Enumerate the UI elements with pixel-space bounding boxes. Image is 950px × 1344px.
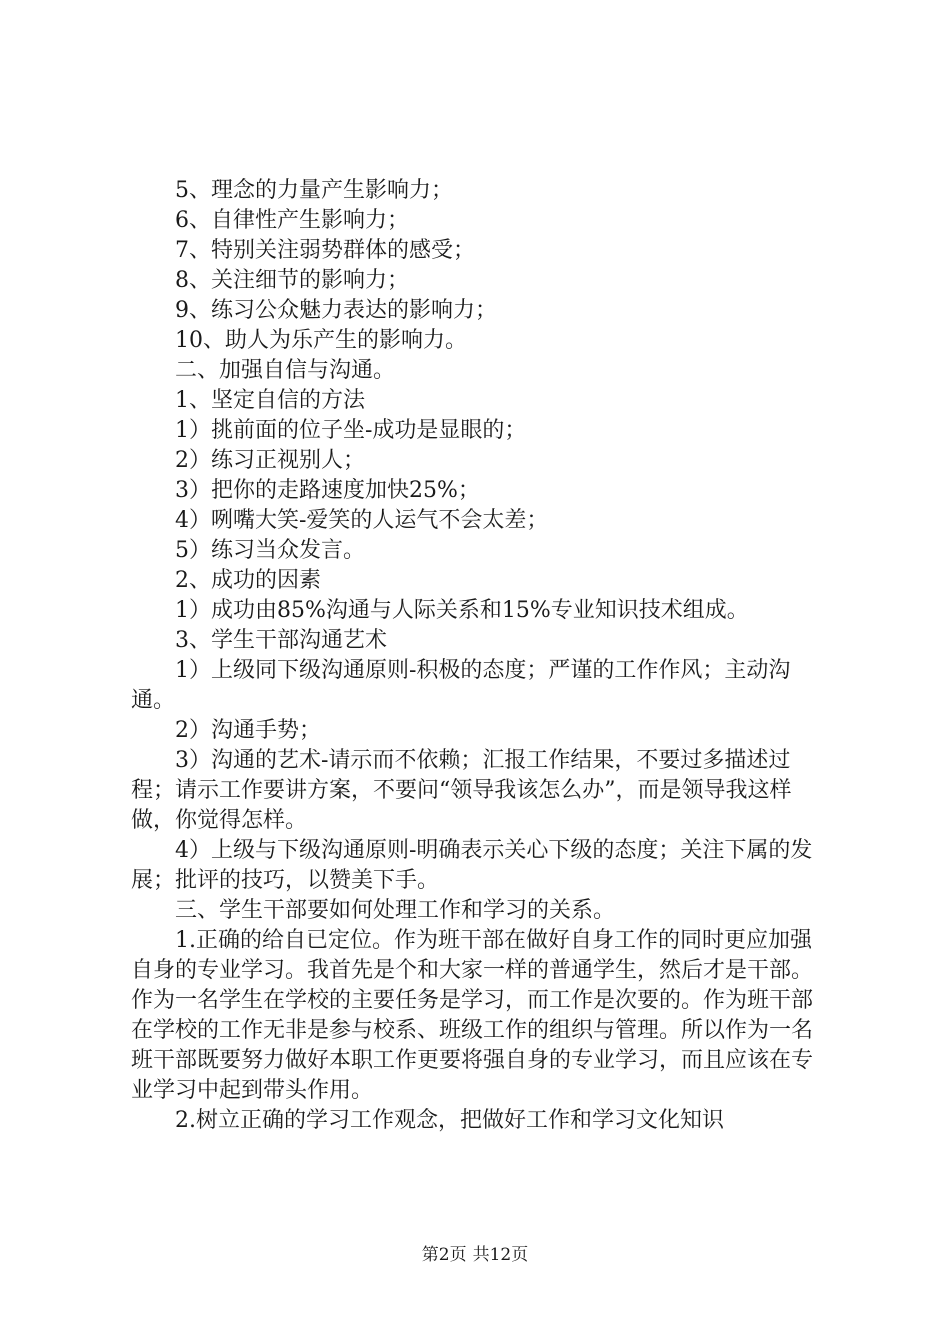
paragraph: 1.正确的给自已定位。作为班干部在做好自身工作的同时更应加强自身的专业学习。我首先是个和大家一样的普通学生，然后才是干部。作为一名学生在学校的主要任务是学习，而工作是次要的。作为班干部在学校的工作无非是参与校系、班级工作的组织与管理。所以作为一名班干部既要努力做好本职工作更要将强自身的专业学习，而且应该在专业学习中起到带头作用。 bbox=[131, 928, 814, 1103]
page-total: 共12页 bbox=[472, 1245, 529, 1265]
paragraph: 6、自律性产生影响力； bbox=[175, 208, 409, 233]
paragraph: 5）练习当众发言。 bbox=[175, 538, 365, 563]
paragraph: 2）练习正视别人； bbox=[175, 448, 365, 473]
paragraph: 8、关注细节的影响力； bbox=[175, 268, 409, 293]
paragraph: 3）沟通的艺术-请示而不依赖；汇报工作结果，不要过多描述过程；请示工作要讲方案，不要问“领导我该怎么办”，而是领导我这样做，你觉得怎样。 bbox=[131, 748, 792, 833]
paragraph: 1）上级同下级沟通原则-积极的态度；严谨的工作作风；主动沟通。 bbox=[131, 658, 791, 713]
paragraph: 4）上级与下级沟通原则-明确表示关心下级的态度；关注下属的发展；批评的技巧，以赞美下手。 bbox=[131, 838, 813, 893]
page-footer bbox=[0, 1240, 950, 1265]
section-heading: 三、学生干部要如何处理工作和学习的关系。 bbox=[175, 898, 616, 923]
subsection-heading: 1、坚定自信的方法 bbox=[175, 388, 365, 413]
paragraph: 4）咧嘴大笑-爱笑的人运气不会太差； bbox=[175, 508, 549, 533]
paragraph: 1）挑前面的位子坐-成功是显眼的； bbox=[175, 418, 527, 443]
paragraph: 7、特别关注弱势群体的感受； bbox=[175, 238, 475, 263]
paragraph: 10、助人为乐产生的影响力。 bbox=[175, 328, 467, 353]
paragraph: 3）把你的走路速度加快25%； bbox=[175, 478, 480, 503]
document-body bbox=[131, 176, 831, 1136]
paragraph: 2.树立正确的学习工作观念，把做好工作和学习文化知识 bbox=[175, 1108, 724, 1133]
paragraph: 2）沟通手势； bbox=[175, 718, 321, 743]
section-heading: 二、加强自信与沟通。 bbox=[175, 358, 396, 383]
paragraph: 9、练习公众魅力表达的影响力； bbox=[175, 298, 497, 323]
page-number: 第2页 bbox=[421, 1245, 467, 1265]
paragraph: 1）成功由85%沟通与人际关系和15%专业知识技术组成。 bbox=[175, 598, 749, 623]
subsection-heading: 2、成功的因素 bbox=[175, 568, 321, 593]
paragraph: 5、理念的力量产生影响力； bbox=[175, 178, 453, 203]
subsection-heading: 3、学生干部沟通艺术 bbox=[175, 628, 387, 653]
